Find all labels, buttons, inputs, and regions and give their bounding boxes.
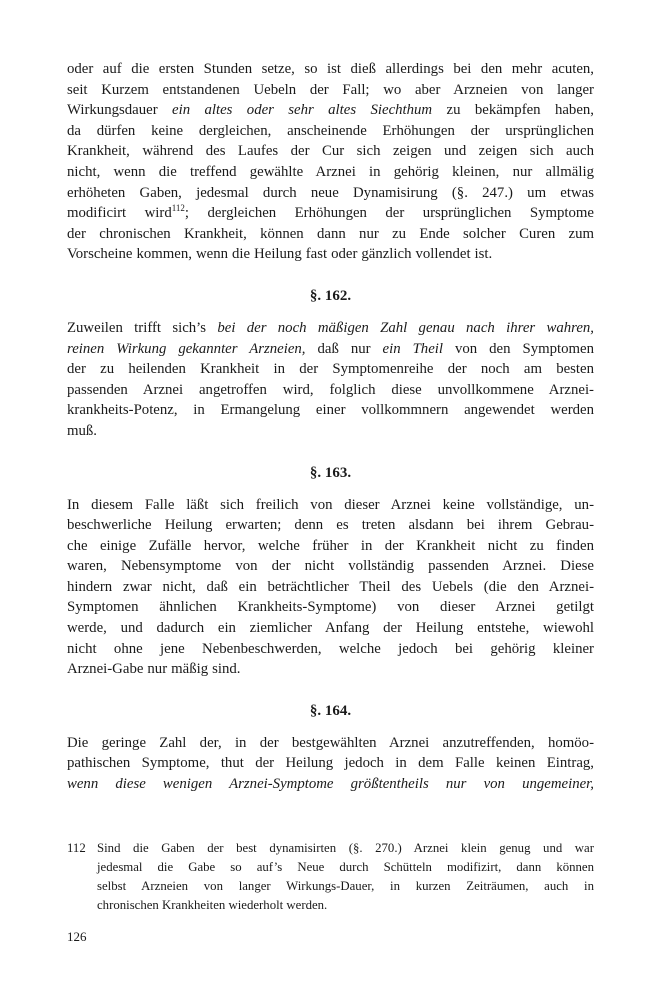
footnote-line: jedesmal die Gabe so auf’s Neue durch Schütteln modifizirt, dann können <box>97 859 594 874</box>
body-text: nicht ohne jene Nebenbeschwerden, welche jedoch bei gehörig kleiner <box>67 640 594 657</box>
text-line <box>67 162 594 183</box>
emphasis-text: ein altes oder sehr altes Siechthum <box>172 102 433 119</box>
body-text: passenden Arznei angetroffen wird, folglich diese unvollkommene Arznei- <box>67 381 594 398</box>
footnote-line: selbst Arzneien von langer Wirkungs-Dauer, in kurzen Zeiträumen, auch in <box>97 878 594 893</box>
body-text: der zu heilenden Krankheit in der Symptomenreihe der noch am besten <box>67 361 594 378</box>
body-text: beschwerliche Heilung erwarten; denn es treten alsdann bei ihrem Gebrau- <box>67 517 594 534</box>
paragraph <box>67 733 594 795</box>
footnote-line: chronischen Krankheiten wiederholt werden. <box>97 897 328 912</box>
text-line <box>67 421 594 442</box>
body-text: muß. <box>67 422 98 439</box>
text-line <box>67 80 594 101</box>
body-text: Krankheit, während des Laufes der Cur sich zeigen und zeigen sich auch <box>67 143 594 160</box>
emphasis-text: bei der noch mäßigen Zahl genau nach ihrer wahren, <box>217 319 594 336</box>
body-text: der chronischen Krankheit, können dann nur zu Ende solcher Curen zum <box>67 225 594 242</box>
section-heading: §. 164. <box>309 702 352 719</box>
body-text: Die geringe Zahl der, in der bestgewählten Arznei anzutreffenden, homöo- <box>67 734 594 751</box>
body-text: erhöheten Gaben, jedesmal durch neue Dynamisirung (§. 247.) um etwas <box>67 184 594 201</box>
text-line <box>67 318 594 339</box>
body-text: pathischen Symptome, thut der Heilung jedoch in dem Falle keinen Eintrag, <box>67 755 594 772</box>
emphasis-text: ein Theil <box>382 340 443 357</box>
body-text: von den Symptomen <box>443 340 594 357</box>
text-line <box>67 59 594 80</box>
text-line <box>67 774 594 795</box>
text-line <box>67 597 594 618</box>
paragraph <box>67 59 594 265</box>
body-text: In diesem Falle läßt sich freilich von dieser Arznei keine vollständige, un- <box>67 496 594 513</box>
body-text: Symptomen ähnlichen Krankheits-Symptome) von dieser Arznei getilgt <box>67 599 594 616</box>
footnote-ref: 112 <box>171 203 185 214</box>
text-line <box>67 659 594 680</box>
text-line <box>67 183 594 204</box>
body-text: krankheits-Potenz, in Ermangelung einer vollkommnern angewendet werden <box>67 402 594 419</box>
body-text: zu bekämpfen haben, <box>432 102 594 119</box>
body-text: oder auf die ersten Stunden setze, so ist dieß allerdings bei den mehr acuten, <box>67 61 594 77</box>
paragraph <box>67 318 594 442</box>
footnote-line: Sind die Gaben der best dynamisirten (§. 270.) Arznei klein genug und war <box>97 840 594 855</box>
text-line <box>67 141 594 162</box>
text-line <box>67 400 594 421</box>
emphasis-text: reinen Wirkung gekannter Arzneien, <box>67 340 306 357</box>
text-line <box>67 515 594 536</box>
footnote-section <box>67 839 594 915</box>
footnote-text <box>97 839 594 915</box>
page-number: 126 <box>67 928 87 944</box>
page-body <box>67 59 594 795</box>
text-line <box>67 224 594 245</box>
text-line <box>67 639 594 660</box>
text-line <box>67 244 594 265</box>
body-text: che einige Zufälle hervor, welche früher in der Krankheit nicht zu finden <box>67 537 594 554</box>
section-heading: §. 162. <box>309 287 352 304</box>
text-line <box>67 618 594 639</box>
text-line <box>67 577 594 598</box>
body-text: werde, und dadurch ein ziemlicher Anfang der Heilung entstehe, wiewohl <box>67 620 594 637</box>
text-line <box>67 536 594 557</box>
body-text: Vorscheine kommen, wenn die Heilung fast oder gänzlich vollendet ist. <box>67 246 493 263</box>
text-line <box>67 495 594 516</box>
body-text: nicht, wenn die treffend gewählte Arznei in gehörig kleinen, nur allmälig <box>67 163 594 180</box>
body-text: da dürfen keine dergleichen, anscheinende Erhöhungen der ursprünglichen <box>67 122 594 139</box>
text-line <box>67 359 594 380</box>
body-text: ; dergleichen Erhöhungen der ursprünglichen Symptome <box>184 205 594 222</box>
section-heading: §. 163. <box>309 464 352 481</box>
text-line <box>67 203 594 224</box>
body-text: hindern zwar nicht, daß ein beträchtlicher Theil des Uebels (die den Arznei- <box>67 578 594 595</box>
emphasis-text: wenn diese wenigen Arznei-Symptome größtentheils nur von ungemeiner, <box>67 776 594 793</box>
body-text: modificirt wird <box>67 205 172 222</box>
body-text: Zuweilen trifft sich’s <box>67 319 218 336</box>
text-line <box>67 753 594 774</box>
body-text: waren, Nebensymptome von der nicht vollständig passenden Arznei. Diese <box>67 558 594 575</box>
text-line <box>67 121 594 142</box>
paragraph <box>67 495 594 680</box>
body-text: seit Kurzem entstandenen Uebeln der Fall; wo aber Arzneien von langer <box>67 81 594 98</box>
text-line <box>67 380 594 401</box>
body-text: Arznei-Gabe nur mäßig sind. <box>67 661 241 678</box>
body-text: Wirkungsdauer <box>67 102 173 119</box>
text-line <box>67 100 594 121</box>
text-line <box>67 733 594 754</box>
text-line <box>67 339 594 360</box>
text-line <box>67 556 594 577</box>
body-text: daß nur <box>305 340 383 357</box>
footnote-number: 112 <box>67 840 86 855</box>
